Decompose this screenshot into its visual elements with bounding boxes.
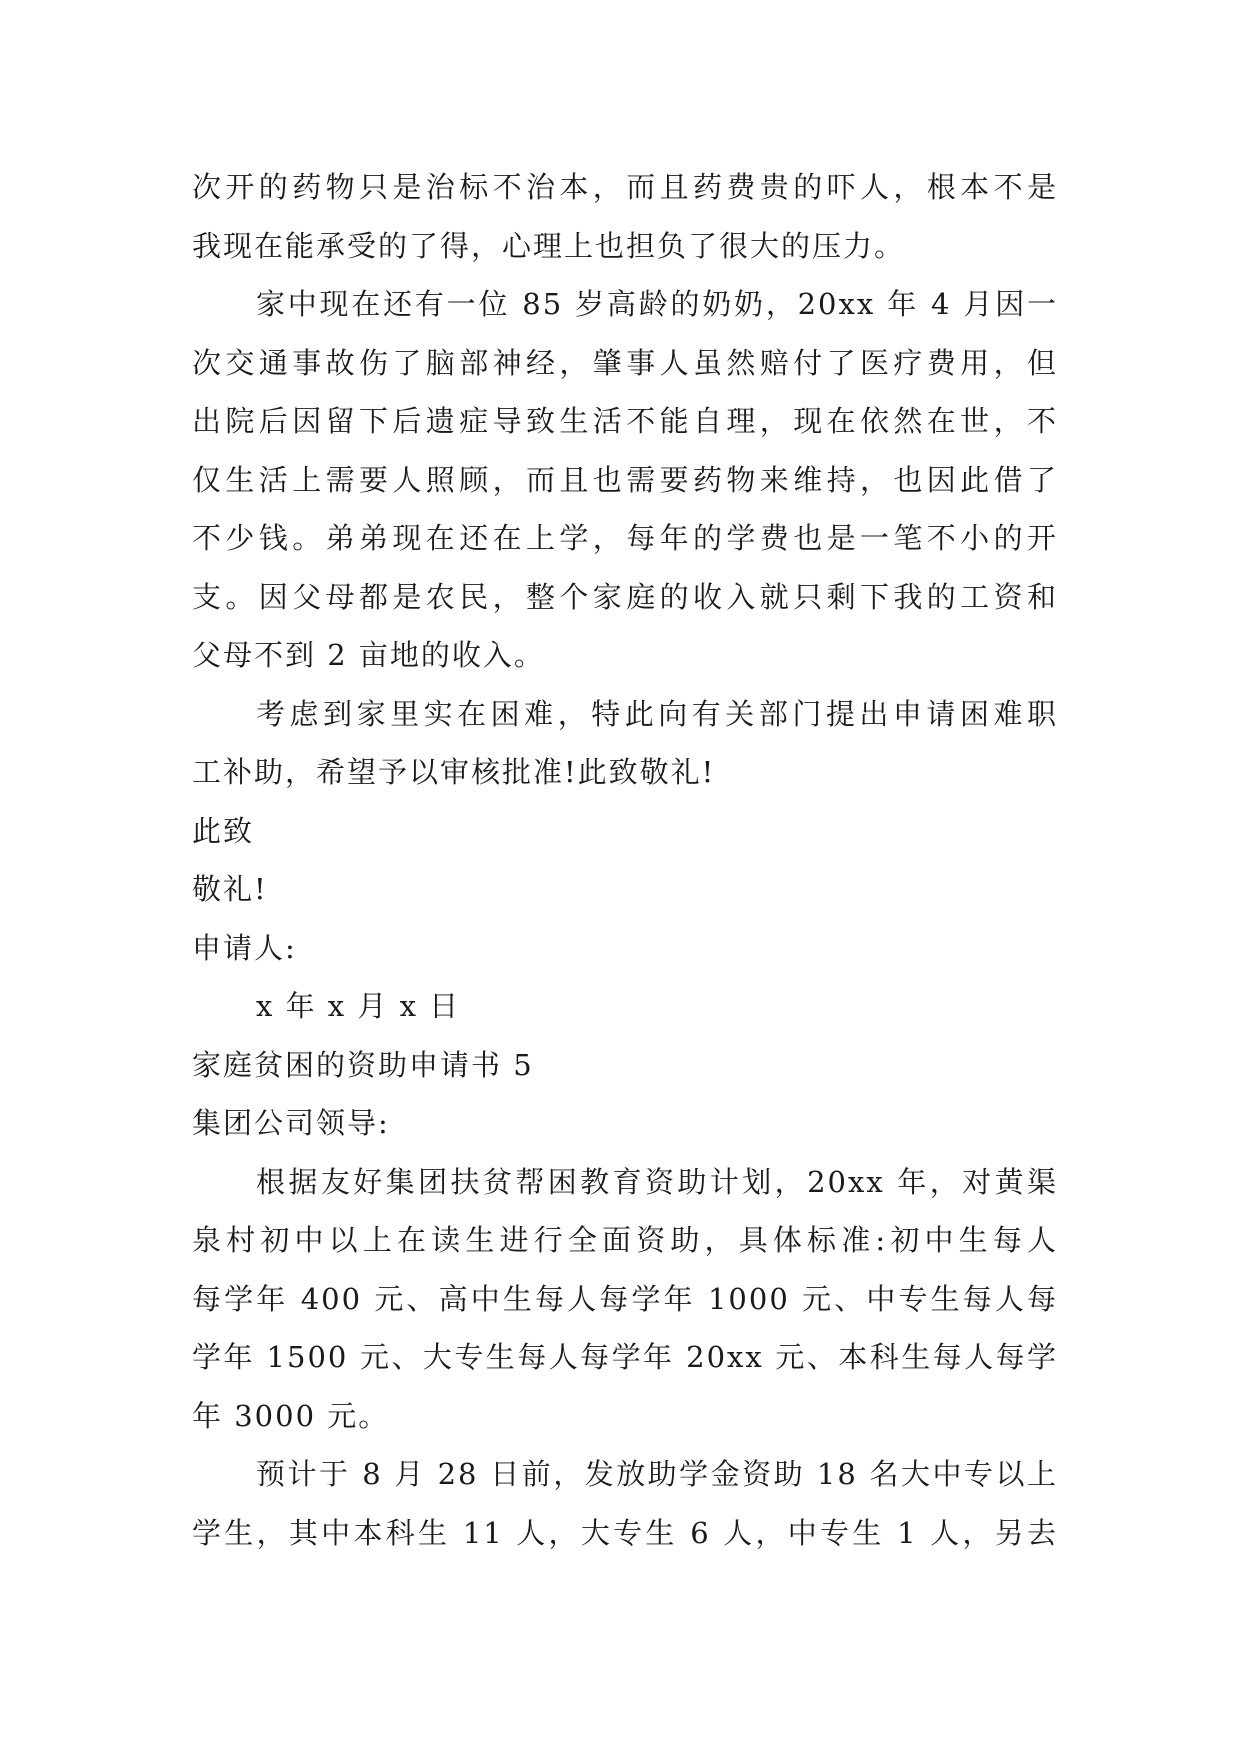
text-line: 不少钱。弟弟现在还在上学，每年的学费也是一笔不小的开 <box>192 521 1058 555</box>
closing-regards: 敬礼! <box>192 872 268 906</box>
date-line: x 年 x 月 x 日 <box>256 989 461 1023</box>
text-line: 父母不到 2 亩地的收入。 <box>192 638 545 672</box>
text-line: 学生，其中本科生 11 人，大专生 6 人，中专生 1 人，另去 <box>192 1515 1058 1550</box>
closing-salutation: 此致 <box>192 813 255 848</box>
text-line: 出院后因留下后遗症导致生活不能自理，现在依然在世，不 <box>192 404 1058 438</box>
text-line: 我现在能承受的了得，心理上也担负了很大的压力。 <box>192 228 906 263</box>
addressee: 集团公司领导: <box>192 1106 390 1140</box>
paragraph-start-line: 考虑到家里实在困难，特此向有关部门提出申请困难职 <box>256 696 1058 731</box>
text-line: 支。因父母都是农民，整个家庭的收入就只剩下我的工资和 <box>192 579 1058 614</box>
text-line: 每学年 400 元、高中生每人每学年 1000 元、中专生每人每 <box>192 1281 1058 1316</box>
text-line: 学年 1500 元、大专生每人每学年 20xx 元、本科生每人每学 <box>192 1340 1058 1374</box>
document-body <box>192 158 1058 1562</box>
text-line: 工补助，希望予以审核批准!此致敬礼! <box>192 755 716 789</box>
text-line: 年 3000 元。 <box>192 1398 390 1433</box>
text-line: 泉村初中以上在读生进行全面资助，具体标准:初中生每人 <box>192 1223 1058 1257</box>
text-line: 次开的药物只是治标不治本，而且药费贵的吓人，根本不是 <box>192 170 1058 204</box>
section-title: 家庭贫困的资助申请书 5 <box>192 1047 534 1082</box>
paragraph-start-line: 根据友好集团扶贫帮困教育资助计划，20xx 年，对黄渠 <box>256 1164 1058 1199</box>
text-line: 仅生活上需要人照顾，而且也需要药物来维持，也因此借了 <box>192 462 1058 497</box>
paragraph-start-line: 家中现在还有一位 85 岁高龄的奶奶，20xx 年 4 月因一 <box>256 287 1058 321</box>
text-line: 次交通事故伤了脑部神经，肇事人虽然赔付了医疗费用，但 <box>192 345 1058 380</box>
applicant-label: 申请人: <box>192 930 297 965</box>
paragraph-start-line: 预计于 8 月 28 日前，发放助学金资助 18 名大中专以上 <box>256 1457 1058 1491</box>
